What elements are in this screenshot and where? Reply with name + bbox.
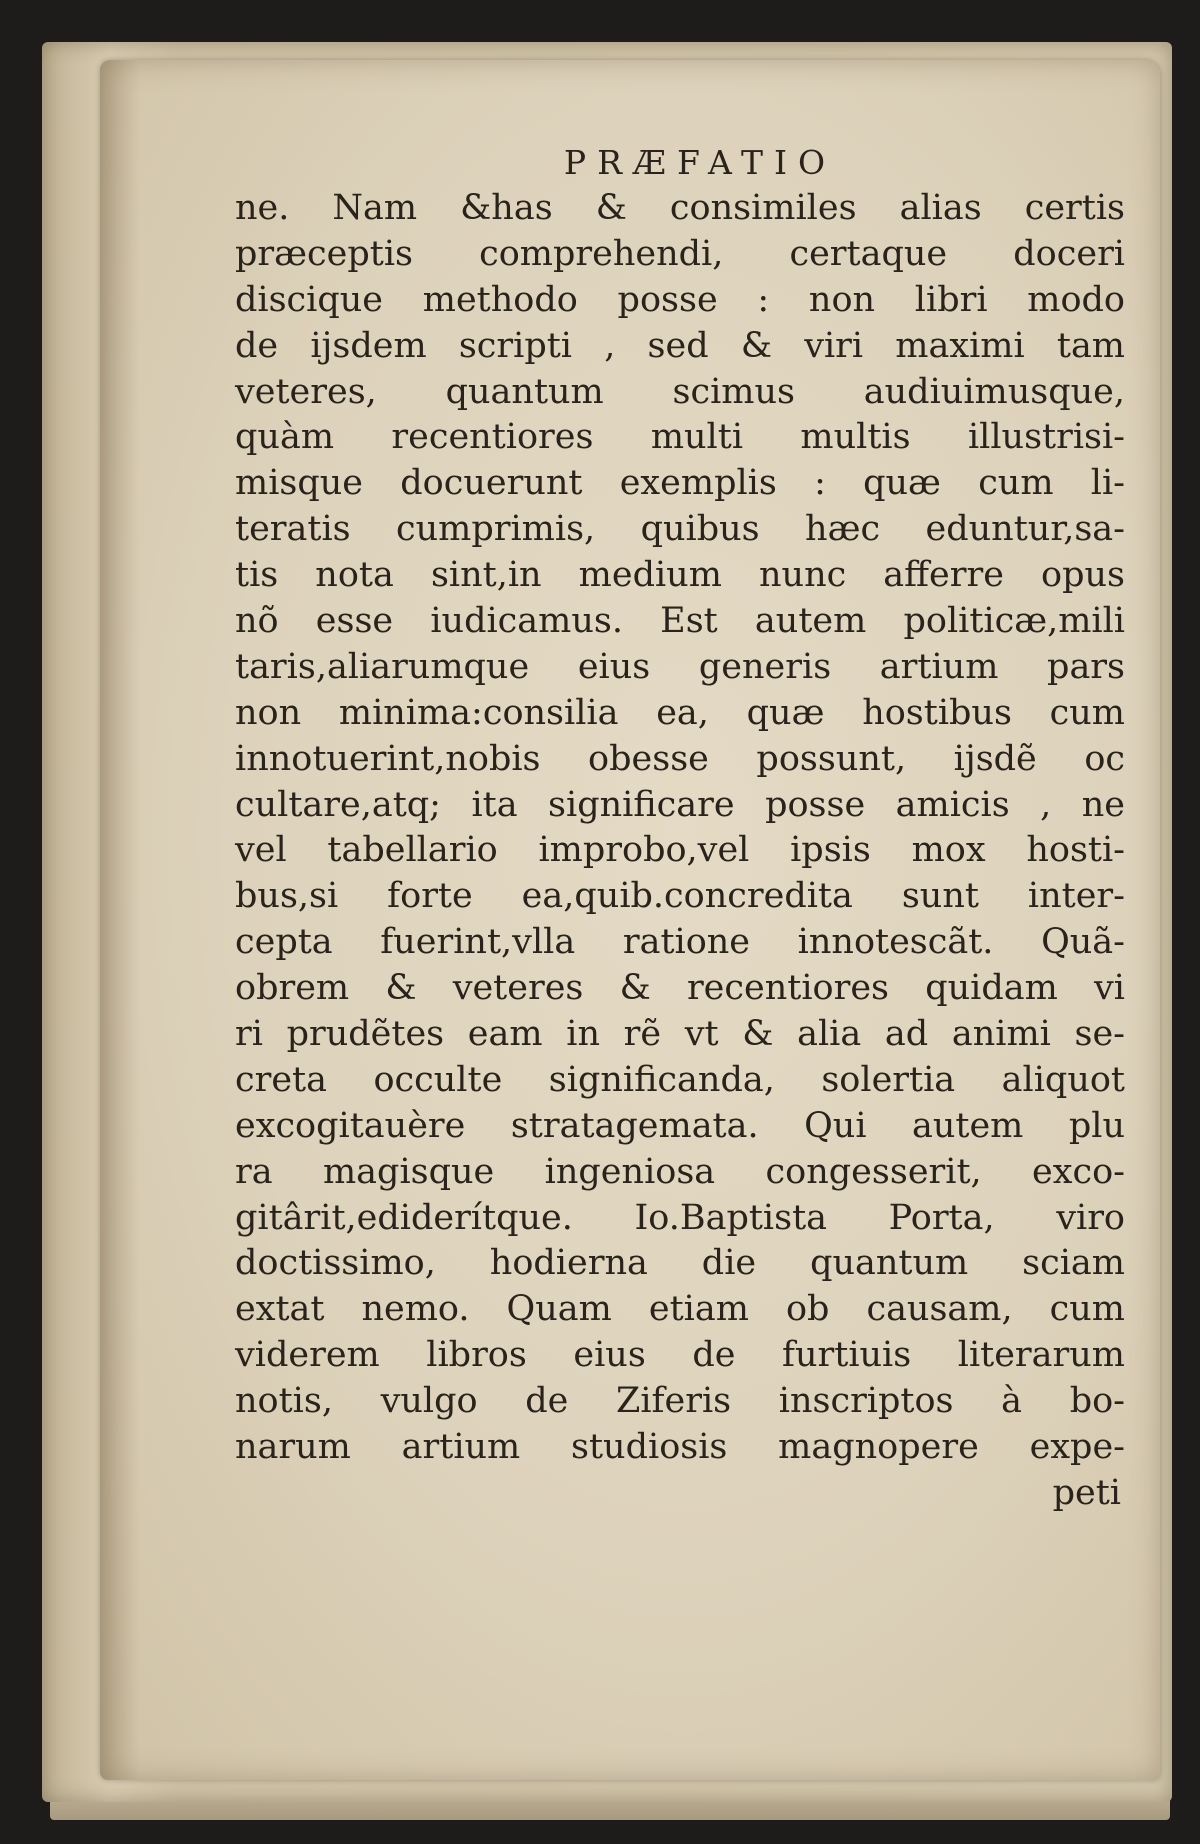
- text-line: obrem & veteres & recentiores quidam vi: [235, 968, 1125, 1009]
- text-line: discique methodo posse : non libri modo: [235, 279, 1125, 320]
- text-line: vel tabellario improbo,vel ipsis mox hosti-: [235, 830, 1125, 871]
- text-line: viderem libros eius de furtiuis literarum: [235, 1335, 1125, 1376]
- text-line: ra magisque ingeniosa congesserit, exco-: [235, 1151, 1125, 1192]
- text-line: quàm recentiores multi multis illustrisi-: [235, 417, 1125, 458]
- text-line: ne. Nam &has & consimiles alias certis: [235, 188, 1125, 228]
- text-line: doctissimo, hodierna die quantum sciam: [235, 1243, 1125, 1284]
- text-line: tis nota sint,in medium nunc afferre opus: [235, 555, 1125, 596]
- text-line: gitârit,ediderítque. Io.Baptista Porta, viro: [235, 1197, 1125, 1238]
- catchword: peti: [1052, 1472, 1121, 1513]
- text-line: innotuerint,nobis obesse possunt, ijsdẽ oc: [235, 738, 1125, 779]
- text-line: excogitauère stratagemata. Qui autem plu: [235, 1105, 1125, 1146]
- text-line: narum artium studiosis magnopere expe-: [235, 1427, 1125, 1468]
- gutter-shadow: [100, 60, 140, 1780]
- text-line: taris,aliarumque eius generis artium pars: [235, 646, 1125, 687]
- text-line: de ijsdem scripti , sed & viri maximi tam: [235, 325, 1125, 366]
- text-line: misque docuerunt exemplis : quæ cum li-: [235, 463, 1125, 504]
- text-line: præceptis comprehendi, certaque doceri: [235, 233, 1125, 274]
- text-block: [235, 140, 1125, 1517]
- text-line: teratis cumprimis, quibus hæc eduntur,sa-: [235, 509, 1125, 550]
- text-line: veteres, quantum scimus audiuimusque,: [235, 371, 1125, 412]
- text-line: bus,si forte ea,quib.concredita sunt inter-: [235, 876, 1125, 917]
- text-line: notis, vulgo de Ziferis inscriptos à bo-: [235, 1381, 1125, 1422]
- running-head: PRÆFATIO: [563, 143, 837, 182]
- text-line: extat nemo. Quam etiam ob causam, cum: [235, 1289, 1125, 1330]
- text-line: nõ esse iudicamus. Est autem politicæ,mili: [235, 601, 1125, 642]
- text-line: ri prudẽtes eam in rẽ vt & alia ad animi se-: [235, 1014, 1125, 1055]
- text-line: cultare,atq; ita significare posse amicis , ne: [235, 784, 1125, 825]
- text-line: non minima:consilia ea, quæ hostibus cum: [235, 692, 1125, 733]
- text-line: creta occulte significanda, solertia aliquot: [235, 1059, 1125, 1100]
- text-line: cepta fuerint,vlla ratione innotescãt. Quã-: [235, 922, 1125, 963]
